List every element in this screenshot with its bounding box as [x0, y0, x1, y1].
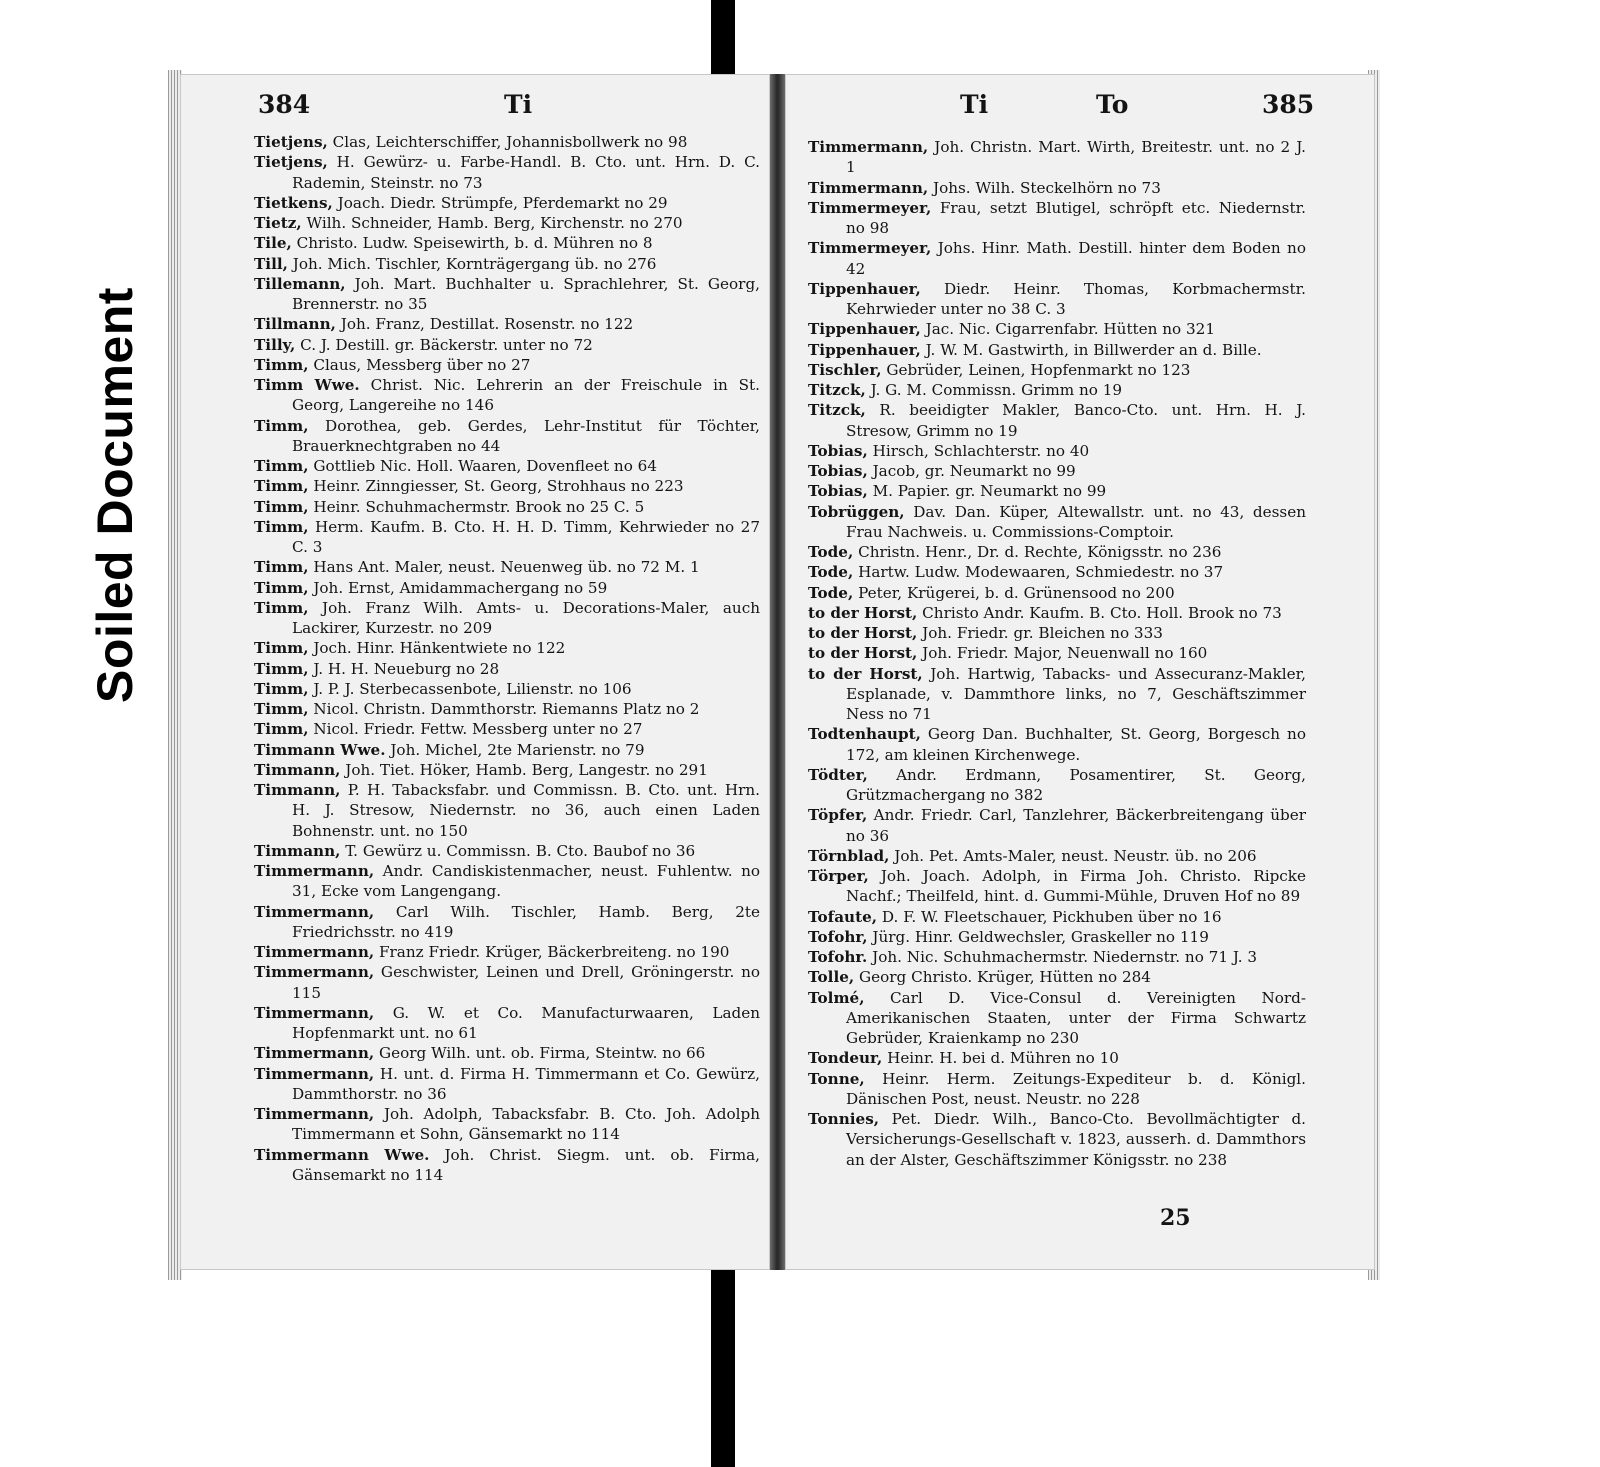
- entry-surname: Tobrüggen,: [808, 502, 905, 521]
- directory-entry: Timm, Claus, Messberg über no 27: [254, 355, 531, 374]
- entry-surname: Tolmé,: [808, 988, 865, 1007]
- directory-entry: Timm, Nicol. Christn. Dammthorstr. Riemanns Platz no 2: [254, 700, 700, 718]
- entry-surname: Törper,: [808, 867, 869, 885]
- directory-entry: Tillemann, Joh. Mart. Buchhalter u. Sprachlehrer, St. Georg, Brennerstr. no 35: [254, 274, 760, 313]
- directory-entry: Tile, Christo. Ludw. Speisewirth, b. d. Mühren no 8: [254, 234, 653, 253]
- entry-surname: Timm,: [254, 700, 309, 718]
- directory-entry: Timm, Dorothea, geb. Gerdes, Lehr-Institut für Töchter, Brauerknechtgraben no 44: [254, 416, 760, 455]
- entry-surname: Timm,: [254, 720, 309, 739]
- directory-entry: Till, Joh. Mich. Tischler, Kornträgergang üb. no 276: [254, 254, 657, 273]
- entry-surname: to der Horst,: [808, 644, 918, 663]
- directory-entry: Tofohr, Jürg. Hinr. Geldwechsler, Graskeller no 119: [808, 927, 1209, 946]
- directory-entry: to der Horst, Joh. Hartwig, Tabacks- und Assecuranz-Makler, Esplanade, v. Dammthore links, no 7, Geschäftszimmer Ness no 71: [808, 664, 1306, 723]
- entry-surname: Till,: [254, 254, 288, 273]
- entry-surname: Tietjens,: [254, 153, 328, 172]
- directory-entry: to der Horst, Joh. Friedr. Major, Neuenwall no 160: [808, 644, 1208, 663]
- directory-entry: Timm, Joh. Ernst, Amidammachergang no 59: [254, 578, 608, 597]
- entry-surname: Timm Wwe.: [254, 376, 360, 394]
- entry-surname: Tippenhauer,: [808, 340, 921, 359]
- directory-entry: Titzck, J. G. M. Commissn. Grimm no 19: [808, 381, 1123, 399]
- entry-surname: Timm,: [254, 679, 309, 698]
- directory-entry: Timm, J. H. H. Neueburg no 28: [254, 659, 500, 678]
- entry-surname: Tofohr.: [808, 948, 868, 966]
- directory-entry: Timmermeyer, Johs. Hinr. Math. Destill. hinter dem Boden no 42: [808, 239, 1306, 278]
- entry-surname: Tobias,: [808, 441, 868, 460]
- entry-surname: Timm,: [254, 477, 309, 496]
- directory-entry: to der Horst, Christo Andr. Kaufm. B. Cto. Holl. Brook no 73: [808, 603, 1282, 622]
- entry-surname: Timm,: [254, 659, 309, 678]
- film-strip-bottom: [711, 1257, 735, 1467]
- entry-surname: Tippenhauer,: [808, 279, 921, 298]
- directory-entry: Tobias, M. Papier. gr. Neumarkt no 99: [808, 482, 1107, 501]
- directory-entry: Tonne, Heinr. Herm. Zeitungs-Expediteur b. d. Königl. Dänischen Post, neust. Neustr. no 228: [808, 1069, 1306, 1108]
- directory-entry: Tofaute, D. F. W. Fleetschauer, Pickhuben über no 16: [808, 907, 1222, 926]
- left-page-number: 384: [258, 90, 311, 119]
- entry-surname: Timm,: [254, 457, 309, 475]
- book-gutter: [770, 74, 785, 1270]
- directory-entry: Tode, Hartw. Ludw. Modewaaren, Schmiedestr. no 37: [808, 563, 1224, 582]
- directory-entry: Timmermann Wwe. Joh. Christ. Siegm. unt. ob. Firma, Gänsemarkt no 114: [254, 1145, 760, 1184]
- entry-surname: Tode,: [808, 563, 854, 582]
- entry-surname: Timmermann,: [254, 1003, 375, 1022]
- entry-surname: Timmann Wwe.: [254, 740, 386, 759]
- entry-surname: Tofaute,: [808, 907, 878, 926]
- entry-surname: Tobias,: [808, 462, 868, 480]
- signature-mark: 25: [1160, 1205, 1191, 1231]
- entry-surname: Tobias,: [808, 482, 868, 501]
- directory-entry: Töpfer, Andr. Friedr. Carl, Tanzlehrer, Bäckerbreitengang über no 36: [808, 806, 1306, 845]
- directory-entry: Tietz, Wilh. Schneider, Hamb. Berg, Kirchenstr. no 270: [254, 214, 683, 232]
- entry-surname: Timmann,: [254, 760, 341, 779]
- entry-surname: Titzck,: [808, 401, 866, 420]
- entry-surname: Tillmann,: [254, 315, 336, 334]
- right-running-head-first: Ti: [960, 90, 989, 119]
- entry-surname: Timmermann,: [254, 963, 375, 982]
- directory-entry: Tolmé, Carl D. Vice-Consul d. Vereinigten Nord-Amerikanischen Staaten, unter der Firma Schwartz Gebrüder, Kraienkamp no 230: [808, 988, 1306, 1047]
- directory-entry: Todtenhaupt, Georg Dan. Buchhalter, St. Georg, Borgesch no 172, am kleinen Kirchenwege.: [808, 725, 1306, 764]
- entry-surname: Timmermann,: [254, 1105, 375, 1123]
- entry-surname: Timmermann,: [254, 1044, 375, 1063]
- entry-surname: Tode,: [808, 583, 854, 602]
- directory-entry: Tonnies, Pet. Diedr. Wilh., Banco-Cto. Bevollmächtigter d. Versicherungs-Gesellschaft v. 1823, ausserh. d. Dammthors an der Alster, Geschäftszimmer Königsstr. no 238: [808, 1110, 1306, 1169]
- entry-surname: Timm,: [254, 578, 309, 597]
- entry-surname: Tode,: [808, 543, 854, 561]
- directory-entry: to der Horst, Joh. Friedr. gr. Bleichen no 333: [808, 624, 1163, 642]
- directory-entry: Timmermann, H. unt. d. Firma H. Timmermann et Co. Gewürz, Dammthorstr. no 36: [254, 1064, 760, 1103]
- directory-entry: Timm Wwe. Christ. Nic. Lehrerin an der Freischule in St. Georg, Langereihe no 146: [254, 376, 760, 415]
- directory-entry: Tillmann, Joh. Franz, Destillat. Rosenstr. no 122: [254, 315, 634, 334]
- directory-entry: Tippenhauer, Diedr. Heinr. Thomas, Korbmachermstr. Kehrwieder unter no 38 C. 3: [808, 279, 1306, 318]
- directory-entry: Timmann Wwe. Joh. Michel, 2te Marienstr. no 79: [254, 740, 645, 759]
- entry-surname: Timmermann,: [808, 178, 929, 197]
- directory-entry: Tippenhauer, Jac. Nic. Cigarrenfabr. Hütten no 321: [808, 320, 1215, 339]
- directory-entry: Timm, Joh. Franz Wilh. Amts- u. Decorations-Maler, auch Lackirer, Kurzestr. no 209: [254, 598, 760, 637]
- directory-entry: Timmermann, Joh. Christn. Mart. Wirth, Breitestr. unt. no 2 J. 1: [808, 138, 1306, 177]
- directory-entry: Timmermann, Andr. Candiskistenmacher, neust. Fuhlentw. no 31, Ecke vom Langengang.: [254, 862, 760, 901]
- directory-entry: Tode, Christn. Henr., Dr. d. Rechte, Königsstr. no 236: [808, 543, 1222, 561]
- entry-surname: Tillemann,: [254, 274, 346, 293]
- directory-entry: Timm, Heinr. Zinngiesser, St. Georg, Strohhaus no 223: [254, 477, 684, 496]
- entry-surname: Timm,: [254, 558, 309, 577]
- entry-surname: Tietz,: [254, 214, 302, 232]
- entry-surname: Törnblad,: [808, 846, 890, 865]
- directory-entry: Törper, Joh. Joach. Adolph, in Firma Joh. Christo. Ripcke Nachf.; Theilfeld, hint. d. Gummi-Mühle, Druven Hof no 89: [808, 867, 1306, 906]
- directory-entry: Törnblad, Joh. Pet. Amts-Maler, neust. Neustr. üb. no 206: [808, 846, 1257, 865]
- directory-entry: Tondeur, Heinr. H. bei d. Mühren no 10: [808, 1049, 1119, 1068]
- entry-surname: Tondeur,: [808, 1049, 883, 1068]
- directory-entry: Tietkens, Joach. Diedr. Strümpfe, Pferdemarkt no 29: [254, 193, 668, 212]
- entry-surname: Tonnies,: [808, 1110, 880, 1128]
- directory-entry: Timmermann, Johs. Wilh. Steckelhörn no 73: [808, 178, 1161, 197]
- entry-surname: to der Horst,: [808, 603, 918, 622]
- right-directory-column: [808, 137, 1306, 1170]
- directory-entry: Tödter, Andr. Erdmann, Posamentirer, St. Georg, Grützmachergang no 382: [808, 765, 1306, 804]
- directory-entry: Timm, Nicol. Friedr. Fettw. Messberg unter no 27: [254, 720, 643, 739]
- directory-entry: Timmermeyer, Frau, setzt Blutigel, schröpft etc. Niedernstr. no 98: [808, 198, 1306, 237]
- directory-entry: Tilly, C. J. Destill. gr. Bäckerstr. unter no 72: [254, 335, 593, 354]
- directory-entry: Tobrüggen, Dav. Dan. Küper, Altewallstr. unt. no 43, dessen Frau Nachweis. u. Commissions-Comptoir.: [808, 502, 1306, 541]
- directory-entry: Timm, J. P. J. Sterbecassenbote, Lilienstr. no 106: [254, 679, 632, 698]
- entry-surname: Timmermeyer,: [808, 198, 932, 217]
- left-running-head: Ti: [504, 90, 533, 119]
- directory-entry: Timmermann, Georg Wilh. unt. ob. Firma, Steintw. no 66: [254, 1044, 706, 1063]
- entry-surname: Timmermann,: [254, 1064, 375, 1083]
- directory-entry: Tobias, Hirsch, Schlachterstr. no 40: [808, 441, 1090, 460]
- entry-surname: to der Horst,: [808, 664, 923, 683]
- directory-entry: Tietjens, Clas, Leichterschiffer, Johannisbollwerk no 98: [254, 133, 688, 151]
- directory-entry: Timmermann, Geschwister, Leinen und Drell, Gröningerstr. no 115: [254, 963, 760, 1002]
- entry-surname: Tofohr,: [808, 927, 868, 946]
- entry-surname: Timmann,: [254, 841, 341, 860]
- entry-surname: Todtenhaupt,: [808, 725, 921, 744]
- entry-surname: Timmann,: [254, 781, 341, 799]
- entry-surname: Timmermann,: [254, 943, 375, 961]
- film-strip-top: [711, 0, 735, 82]
- directory-entry: Timmermann, Franz Friedr. Krüger, Bäckerbreiteng. no 190: [254, 943, 730, 961]
- entry-surname: Töpfer,: [808, 806, 868, 825]
- entry-surname: Timm,: [254, 639, 309, 658]
- directory-entry: Titzck, R. beeidigter Makler, Banco-Cto. unt. Hrn. H. J. Stresow, Grimm no 19: [808, 401, 1306, 440]
- entry-surname: Tile,: [254, 234, 292, 253]
- entry-surname: Timmermann Wwe.: [254, 1145, 430, 1164]
- entry-surname: Timm,: [254, 497, 309, 516]
- directory-entry: Tietjens, H. Gewürz- u. Farbe-Handl. B. Cto. unt. Hrn. D. C. Rademin, Steinstr. no 73: [254, 153, 760, 192]
- directory-entry: Timm, Gottlieb Nic. Holl. Waaren, Dovenfleet no 64: [254, 457, 657, 475]
- entry-surname: Tischler,: [808, 360, 882, 379]
- left-directory-column: [254, 132, 760, 1185]
- directory-entry: Timmermann, Joh. Adolph, Tabacksfabr. B. Cto. Joh. Adolph Timmermann et Sohn, Gänsemarkt no 114: [254, 1105, 760, 1144]
- entry-surname: Tippenhauer,: [808, 320, 921, 339]
- directory-entry: Timmermann, Carl Wilh. Tischler, Hamb. Berg, 2te Friedrichsstr. no 419: [254, 902, 760, 941]
- entry-surname: Tilly,: [254, 335, 296, 354]
- directory-entry: Tischler, Gebrüder, Leinen, Hopfenmarkt no 123: [808, 360, 1191, 379]
- entry-surname: to der Horst,: [808, 624, 918, 642]
- entry-surname: Tolle,: [808, 968, 855, 987]
- entry-surname: Tödter,: [808, 765, 868, 784]
- directory-entry: Tofohr. Joh. Nic. Schuhmachermstr. Niedernstr. no 71 J. 3: [808, 948, 1258, 966]
- directory-entry: Tobias, Jacob, gr. Neumarkt no 99: [808, 462, 1076, 480]
- entry-surname: Tietjens,: [254, 133, 328, 151]
- directory-entry: Tode, Peter, Krügerei, b. d. Grünensood no 200: [808, 583, 1175, 602]
- entry-surname: Timm,: [254, 355, 309, 374]
- right-running-head-second: To: [1096, 90, 1129, 119]
- directory-entry: Timm, Herm. Kaufm. B. Cto. H. H. D. Timm, Kehrwieder no 27 C. 3: [254, 517, 760, 556]
- entry-surname: Timm,: [254, 517, 309, 536]
- directory-entry: Timm, Joch. Hinr. Hänkentwiete no 122: [254, 639, 566, 658]
- directory-entry: Timm, Hans Ant. Maler, neust. Neuenweg üb. no 72 M. 1: [254, 558, 700, 577]
- directory-entry: Timmann, T. Gewürz u. Commissn. B. Cto. Baubof no 36: [254, 841, 696, 860]
- entry-surname: Tonne,: [808, 1069, 865, 1088]
- directory-entry: Tolle, Georg Christo. Krüger, Hütten no 284: [808, 968, 1151, 987]
- soiled-document-label: Soiled Document: [87, 287, 143, 703]
- entry-surname: Timm,: [254, 416, 309, 435]
- entry-surname: Timmermann,: [254, 902, 375, 921]
- directory-entry: Timmann, Joh. Tiet. Höker, Hamb. Berg, Langestr. no 291: [254, 760, 708, 779]
- entry-surname: Timmermann,: [808, 138, 929, 156]
- entry-surname: Titzck,: [808, 381, 866, 399]
- right-page-number: 385: [1262, 90, 1315, 119]
- entry-surname: Timmermeyer,: [808, 239, 932, 258]
- entry-surname: Timmermann,: [254, 862, 375, 880]
- entry-surname: Tietkens,: [254, 193, 333, 212]
- entry-surname: Timm,: [254, 598, 309, 617]
- directory-entry: Timmermann, G. W. et Co. Manufacturwaaren, Laden Hopfenmarkt unt. no 61: [254, 1003, 760, 1042]
- directory-entry: Tippenhauer, J. W. M. Gastwirth, in Billwerder an d. Bille.: [808, 340, 1262, 359]
- directory-entry: Timm, Heinr. Schuhmachermstr. Brook no 25 C. 5: [254, 497, 645, 516]
- directory-entry: Timmann, P. H. Tabacksfabr. und Commissn. B. Cto. unt. Hrn. H. J. Stresow, Niedernstr. no 36, auch einen Laden Bohnenstr. unt. no 150: [254, 781, 760, 840]
